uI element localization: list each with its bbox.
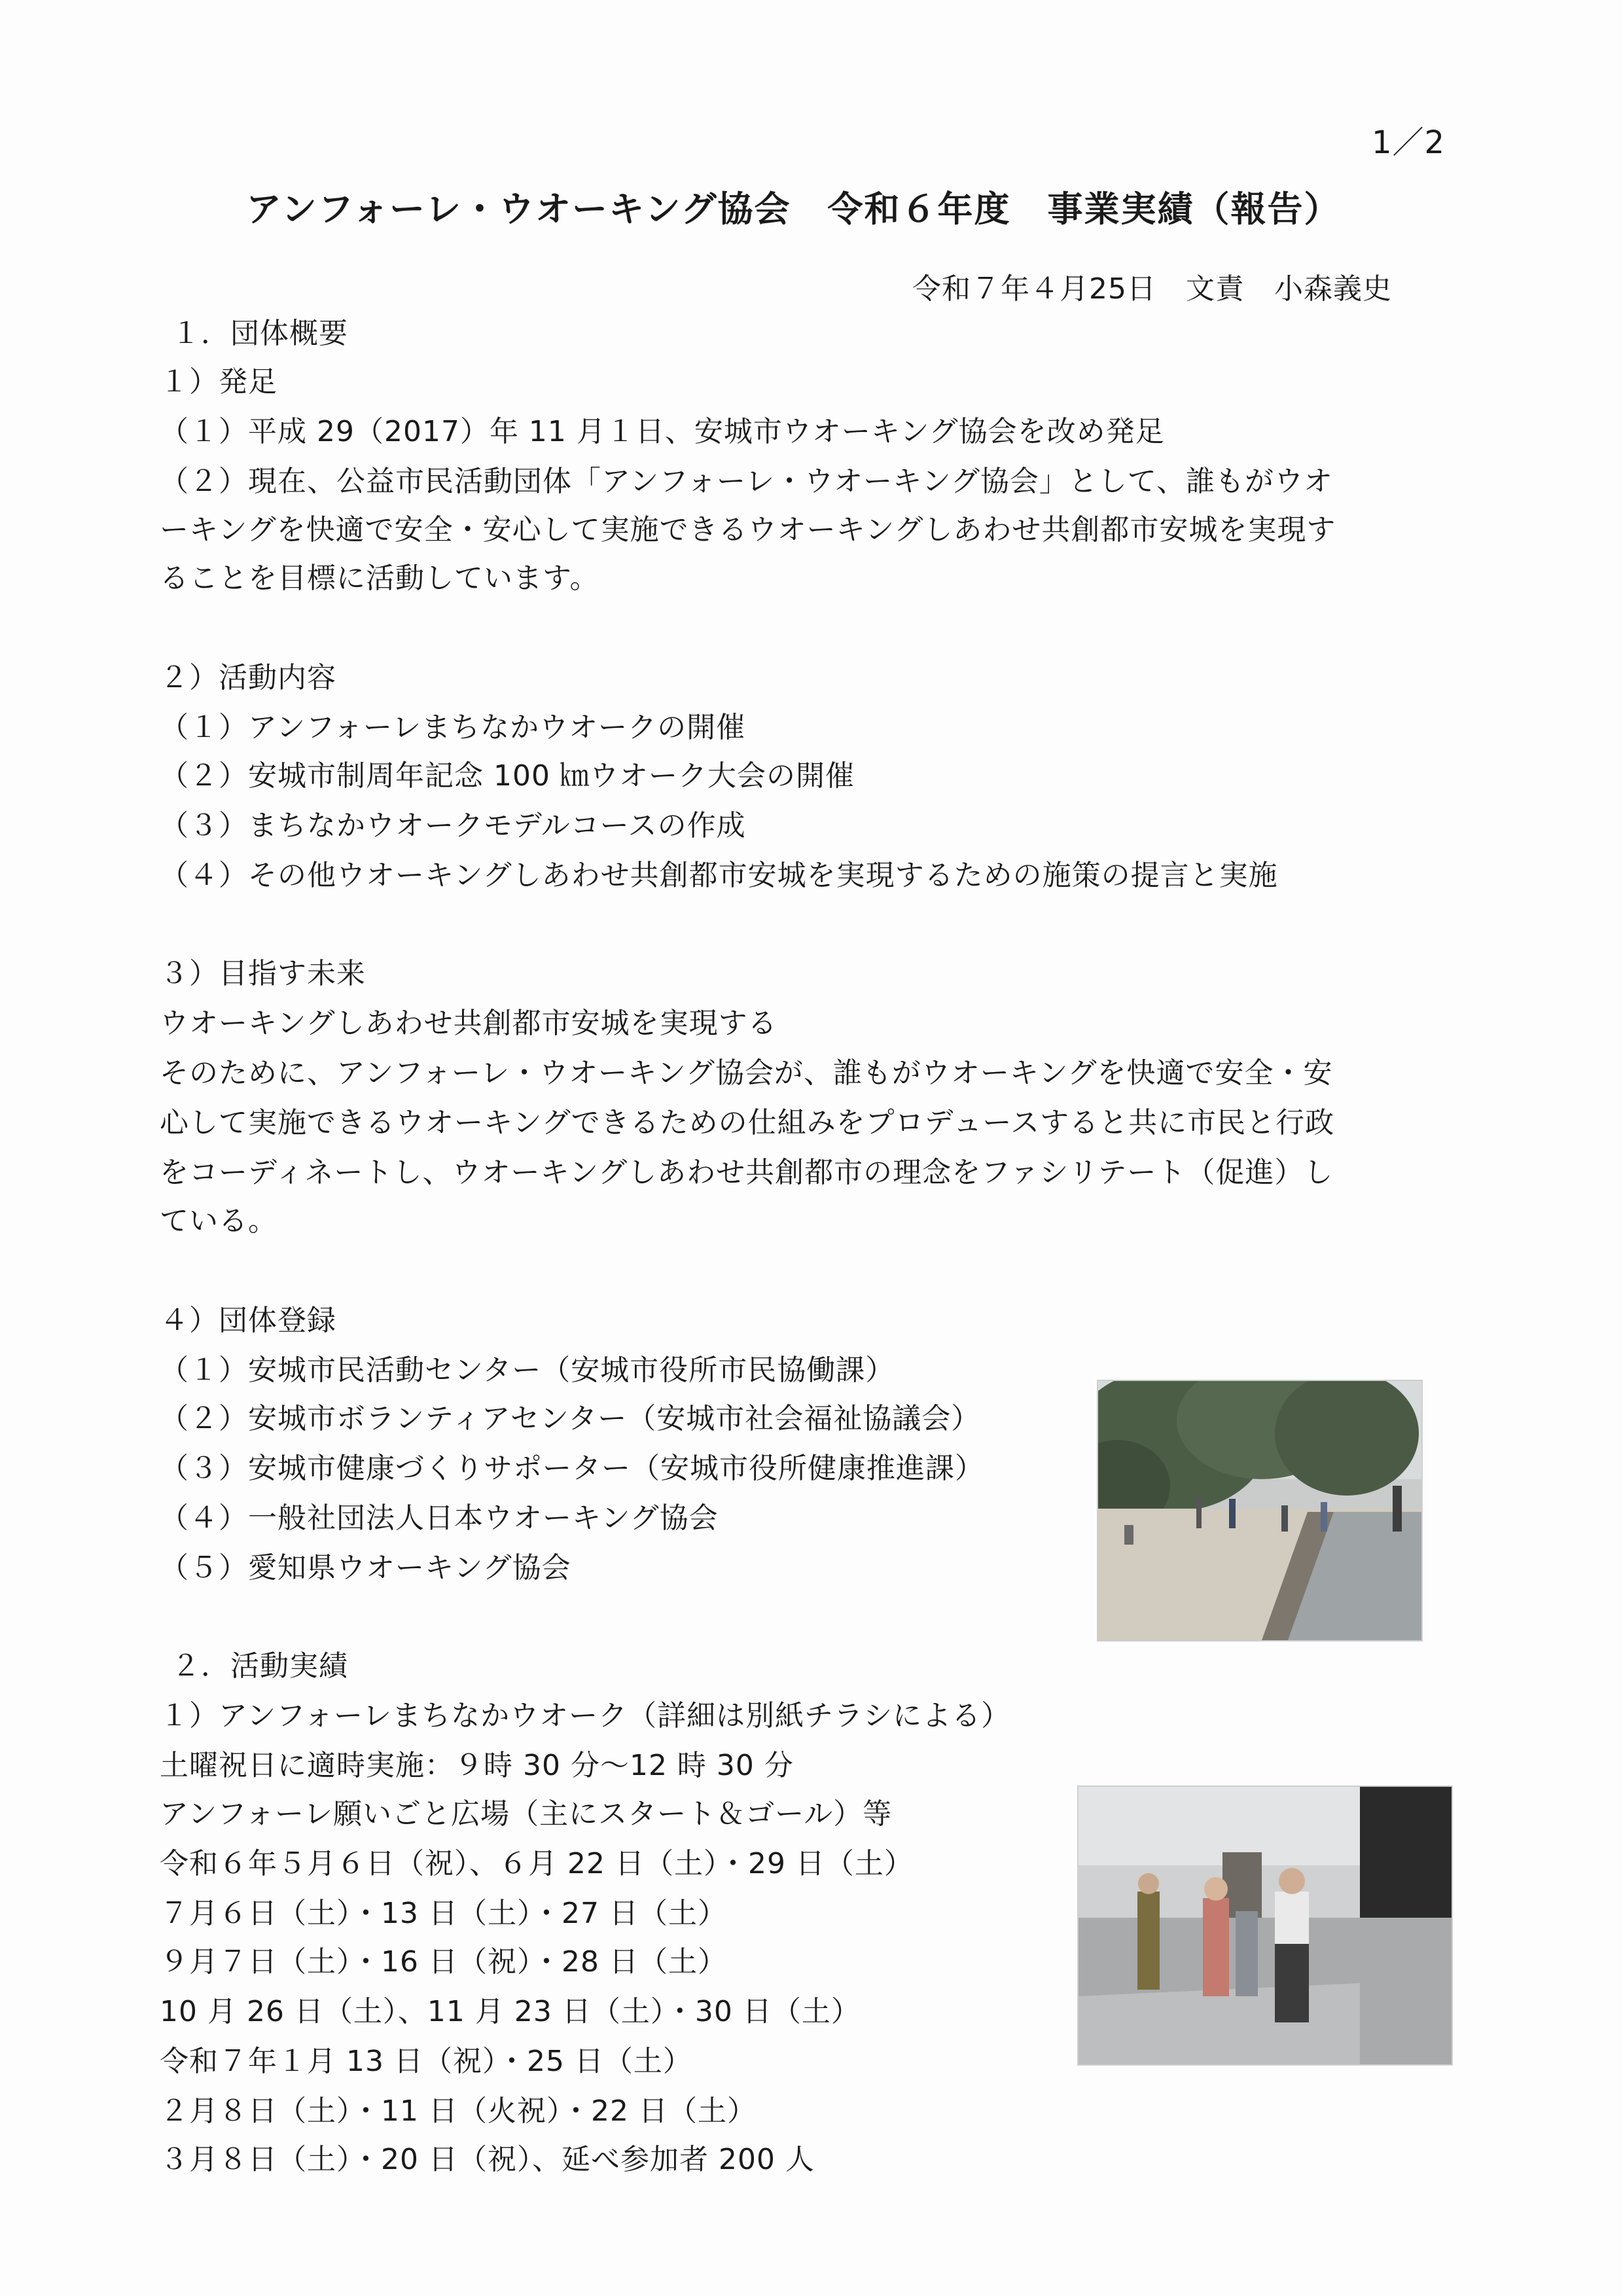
activity-photo-park [1097,1380,1423,1641]
list-item: （１）安城市民活動センター（安城市役所市民協働課） [160,1354,895,1387]
body-line: 土曜祝日に適時実施：９時 30 分～12 時 30 分 [160,1749,794,1782]
body-line: ２月８日（土）・11 日（火祝）・22 日（土） [160,2094,757,2128]
activity-photo-walkers [1077,1785,1453,2066]
section-heading: １．団体概要 [171,317,348,350]
subsection-heading: ３）目指す未来 [160,957,366,990]
list-item: （３）安城市健康づくりサポーター（安城市役所健康推進課） [160,1452,984,1485]
body-line: をコーディネートし、ウオーキングしあわせ共創都市の理念をファシリテート（促進）し [160,1156,1334,1189]
body-line: 令和６年５月６日（祝）、６月 22 日（土）・29 日（土） [160,1847,914,1880]
body-line: 10 月 26 日（土）、11 月 23 日（土）・30 日（土） [160,1995,861,2028]
subsection-heading: １）アンフォーレまちなかウオーク（詳細は別紙チラシによる） [160,1699,1011,1732]
body-line: ーキングを快適で安全・安心して実施できるウオーキングしあわせ共創都市安城を実現す [160,513,1336,547]
list-item: （４）一般社団法人日本ウオーキング協会 [160,1501,719,1535]
body-line: ウオーキングしあわせ共創都市安城を実現する [160,1007,777,1040]
section-heading: ２．活動実績 [171,1649,348,1683]
subsection-heading: ４）団体登録 [160,1304,336,1337]
list-item: （２）安城市制周年記念 100 ㎞ウオーク大会の開催 [160,759,855,793]
subsection-heading: ２）活動内容 [160,661,336,694]
list-item: （２）安城市ボランティアセンター（安城市社会福祉協議会） [160,1402,981,1435]
page-number: 1／2 [1372,124,1446,161]
body-line: ている。 [160,1204,277,1238]
list-item: （４）その他ウオーキングしあわせ共創都市安城を実現するための施策の提言と実施 [160,859,1278,892]
document-title: アンフォーレ・ウオーキング協会 令和６年度 事業実績（報告） [246,188,1341,230]
body-line: 令和７年１月 13 日（祝）・25 日（土） [160,2045,692,2078]
list-item: （３）まちなかウオークモデルコースの作成 [160,809,746,842]
body-line: ることを目標に活動しています。 [160,562,599,595]
body-line: ３月８日（土）・20 日（祝）、延べ参加者 200 人 [160,2143,815,2176]
subsection-heading: １）発足 [160,365,277,399]
body-line: （２）現在、公益市民活動団体「アンフォーレ・ウオーキング協会」として、誰もがウオ [160,465,1333,498]
body-line: 心して実施できるウオーキングできるための仕組みをプロデュースすると共に市民と行政 [160,1106,1335,1139]
body-line: ９月７日（土）・16 日（祝）・28 日（土） [160,1945,727,1979]
body-line: そのために、アンフォーレ・ウオーキング協会が、誰もがウオーキングを快適で安全・安 [160,1056,1333,1090]
list-item: （５）愛知県ウオーキング協会 [160,1551,571,1585]
body-line: アンフォーレ願いごと広場（主にスタート＆ゴール）等 [160,1797,893,1831]
date-author: 令和７年４月25日 文責 小森義史 [912,272,1392,306]
list-item: （１）アンフォーレまちなかウオークの開催 [160,711,746,744]
body-line: （１）平成 29（2017）年 11 月１日、安城市ウオーキング協会を改め発足 [160,415,1165,448]
body-line: ７月６日（土）・13 日（土）・27 日（土） [160,1897,727,1930]
